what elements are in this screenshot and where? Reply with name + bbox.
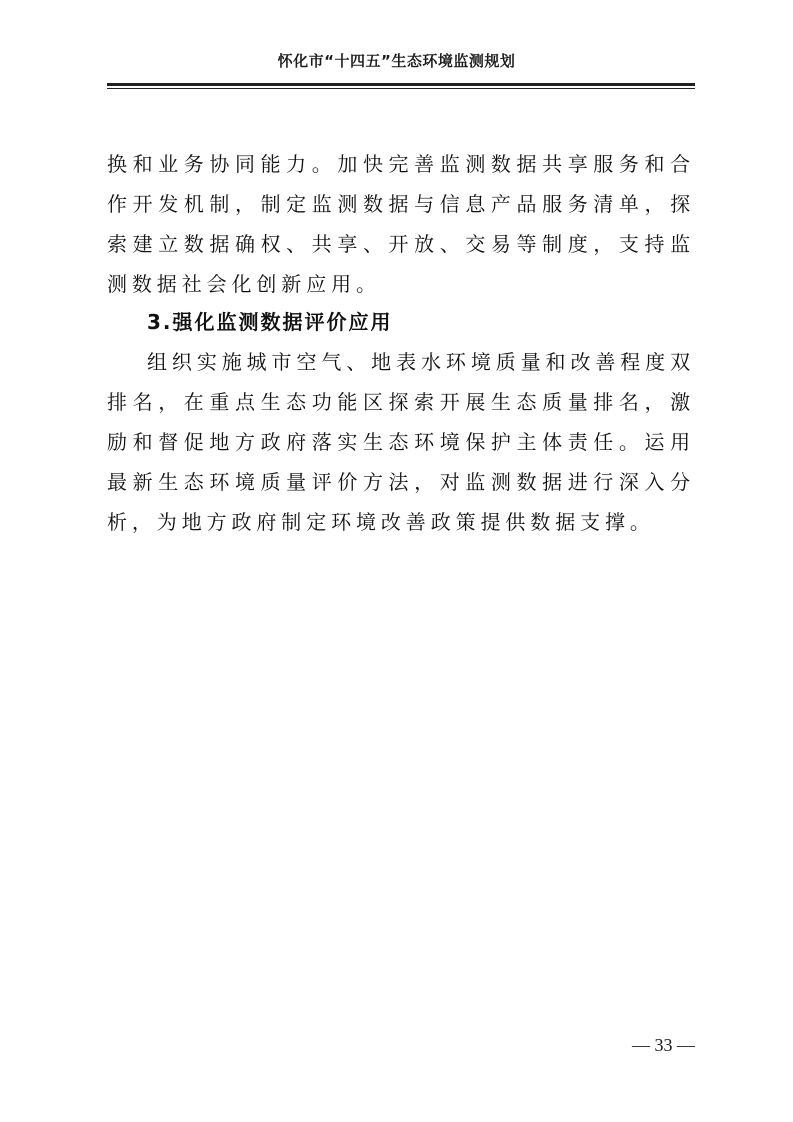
running-header-title: 怀化市“十四五”生态环境监测规划 bbox=[277, 52, 516, 70]
page-number: — 33 — bbox=[632, 1035, 695, 1055]
header-divider-thin bbox=[107, 88, 695, 89]
section-heading: 3.强化监测数据评价应用 bbox=[147, 310, 393, 334]
body-paragraph-continued: 换和业务协同能力。加快完善监测数据共享服务和合作开发机制，制定监测数据与信息产品服务清单，探索建立数据确权、共享、开放、交易等制度，支持监测数据社会化创新应用。 bbox=[107, 152, 695, 296]
body-paragraph-section: 组织实施城市空气、地表水环境质量和改善程度双排名，在重点生态功能区探索开展生态质量排名，激励和督促地方政府落实生态环境保护主体责任。运用最新生态环境质量评价方法，对监测数据进行深入分析，为地方政府制定环境改善政策提供数据支撑。 bbox=[107, 350, 695, 534]
header-divider-thick bbox=[107, 83, 695, 86]
